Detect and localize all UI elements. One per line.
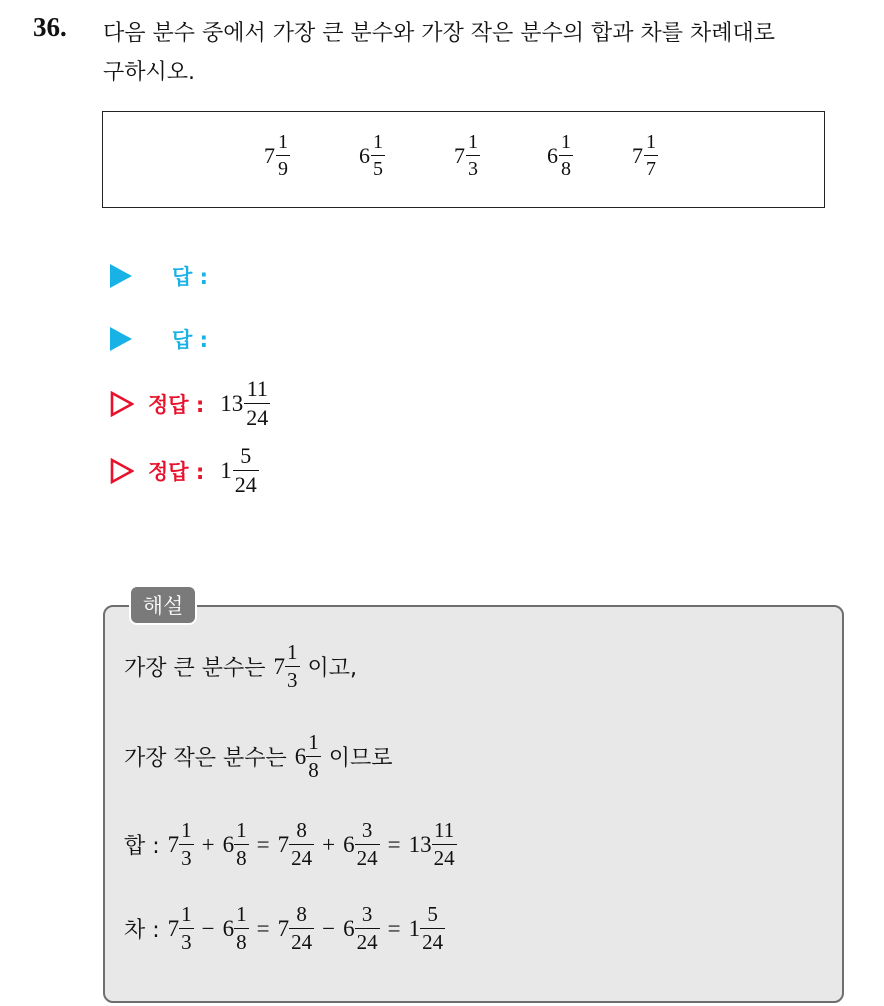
correct-answer-label: 정답 : (148, 459, 205, 484)
fraction (276, 132, 290, 179)
fraction (233, 445, 259, 496)
difference-label: 차 : (124, 918, 160, 943)
fraction (371, 132, 385, 179)
solution-text: 이므로 (328, 746, 393, 771)
solution-text: 이고, (307, 656, 357, 681)
solution-line-difference (124, 904, 445, 953)
fraction-item (359, 132, 385, 179)
fraction-whole: 7 (454, 142, 465, 168)
fraction-item (264, 132, 290, 179)
fraction-denominator: 9 (278, 158, 288, 180)
fraction-numerator: 1 (561, 131, 571, 153)
math-expression: 7 $\frac{1}{3}$ − 6 $\frac{1}{8}$ = 7 $\frac{8}{24}$ − 6 $\frac{3}{24}$ = 1 $\frac{5}{24}$ (167, 902, 444, 954)
fraction-numerator: 1 (373, 131, 383, 153)
fraction-numerator: 1 (278, 131, 288, 153)
fraction-denominator: 5 (373, 158, 383, 180)
fraction-numerator: 11 (246, 376, 268, 401)
fraction (466, 132, 480, 179)
math-expression: 7 $\frac{1}{3}$ + 6 $\frac{1}{8}$ = 7 $\frac{8}{24}$ + 6 $\frac{3}{24}$ = 13 $\frac{11}{24}$ (167, 818, 455, 870)
answer-whole: 1 (220, 457, 232, 483)
fraction (644, 132, 658, 179)
answer-label: 답 : (172, 265, 208, 289)
correct-answer-row (110, 378, 270, 429)
solution-text: 가장 작은 분수는 (124, 746, 287, 771)
solution-line-sum (124, 820, 457, 869)
fraction-whole: 6 (359, 142, 370, 168)
fraction-denominator: 24 (234, 472, 257, 497)
question-text-line1: 다음 분수 중에서 가장 큰 분수와 가장 작은 분수의 합과 차를 차례대로 (103, 21, 775, 46)
fraction-denominator: 7 (646, 158, 656, 180)
question-text-line2: 구하시오. (103, 60, 196, 85)
answer-blank-row (110, 324, 208, 354)
fraction (244, 378, 270, 429)
play-triangle-icon (110, 264, 132, 288)
solution-line-smallest (124, 732, 393, 781)
answer-blank-row (110, 261, 208, 291)
fraction-item (547, 132, 573, 179)
fraction: $\frac{1}{3}$ (287, 640, 298, 692)
outline-triangle-icon (110, 391, 134, 417)
correct-answer-value (220, 445, 259, 496)
correct-answer-value (220, 378, 270, 429)
fraction-item (454, 132, 480, 179)
fraction (559, 132, 573, 179)
answer-label: 답 : (172, 328, 208, 352)
fraction-denominator: 8 (561, 158, 571, 180)
fraction-denominator: 3 (468, 158, 478, 180)
correct-answer-label: 정답 : (148, 392, 205, 417)
fraction-item (632, 132, 658, 179)
solution-tab: 해설 (129, 585, 197, 625)
fraction-whole: 7 (264, 142, 275, 168)
question-text (103, 14, 873, 92)
play-triangle-icon (110, 327, 132, 351)
fraction: $\frac{1}{8}$ (308, 730, 319, 782)
sum-label: 합 : (124, 834, 160, 859)
fraction-denominator: 24 (246, 405, 269, 430)
solution-line-largest (124, 642, 357, 691)
fraction-box (102, 111, 825, 208)
correct-answer-row (110, 445, 259, 496)
fraction-numerator: 1 (646, 131, 656, 153)
question-number: 36. (33, 12, 67, 42)
fraction-numerator: 5 (240, 443, 252, 468)
fraction-whole: 7 (632, 142, 643, 168)
solution-text: 가장 큰 분수는 (124, 656, 266, 681)
math-expression: 6 $\frac{1}{8}$ (294, 730, 319, 782)
fraction-numerator: 1 (468, 131, 478, 153)
math-expression: 7 $\frac{1}{3}$ (273, 640, 298, 692)
answer-whole: 13 (220, 390, 244, 416)
fraction-whole: 6 (547, 142, 558, 168)
outline-triangle-icon (110, 458, 134, 484)
